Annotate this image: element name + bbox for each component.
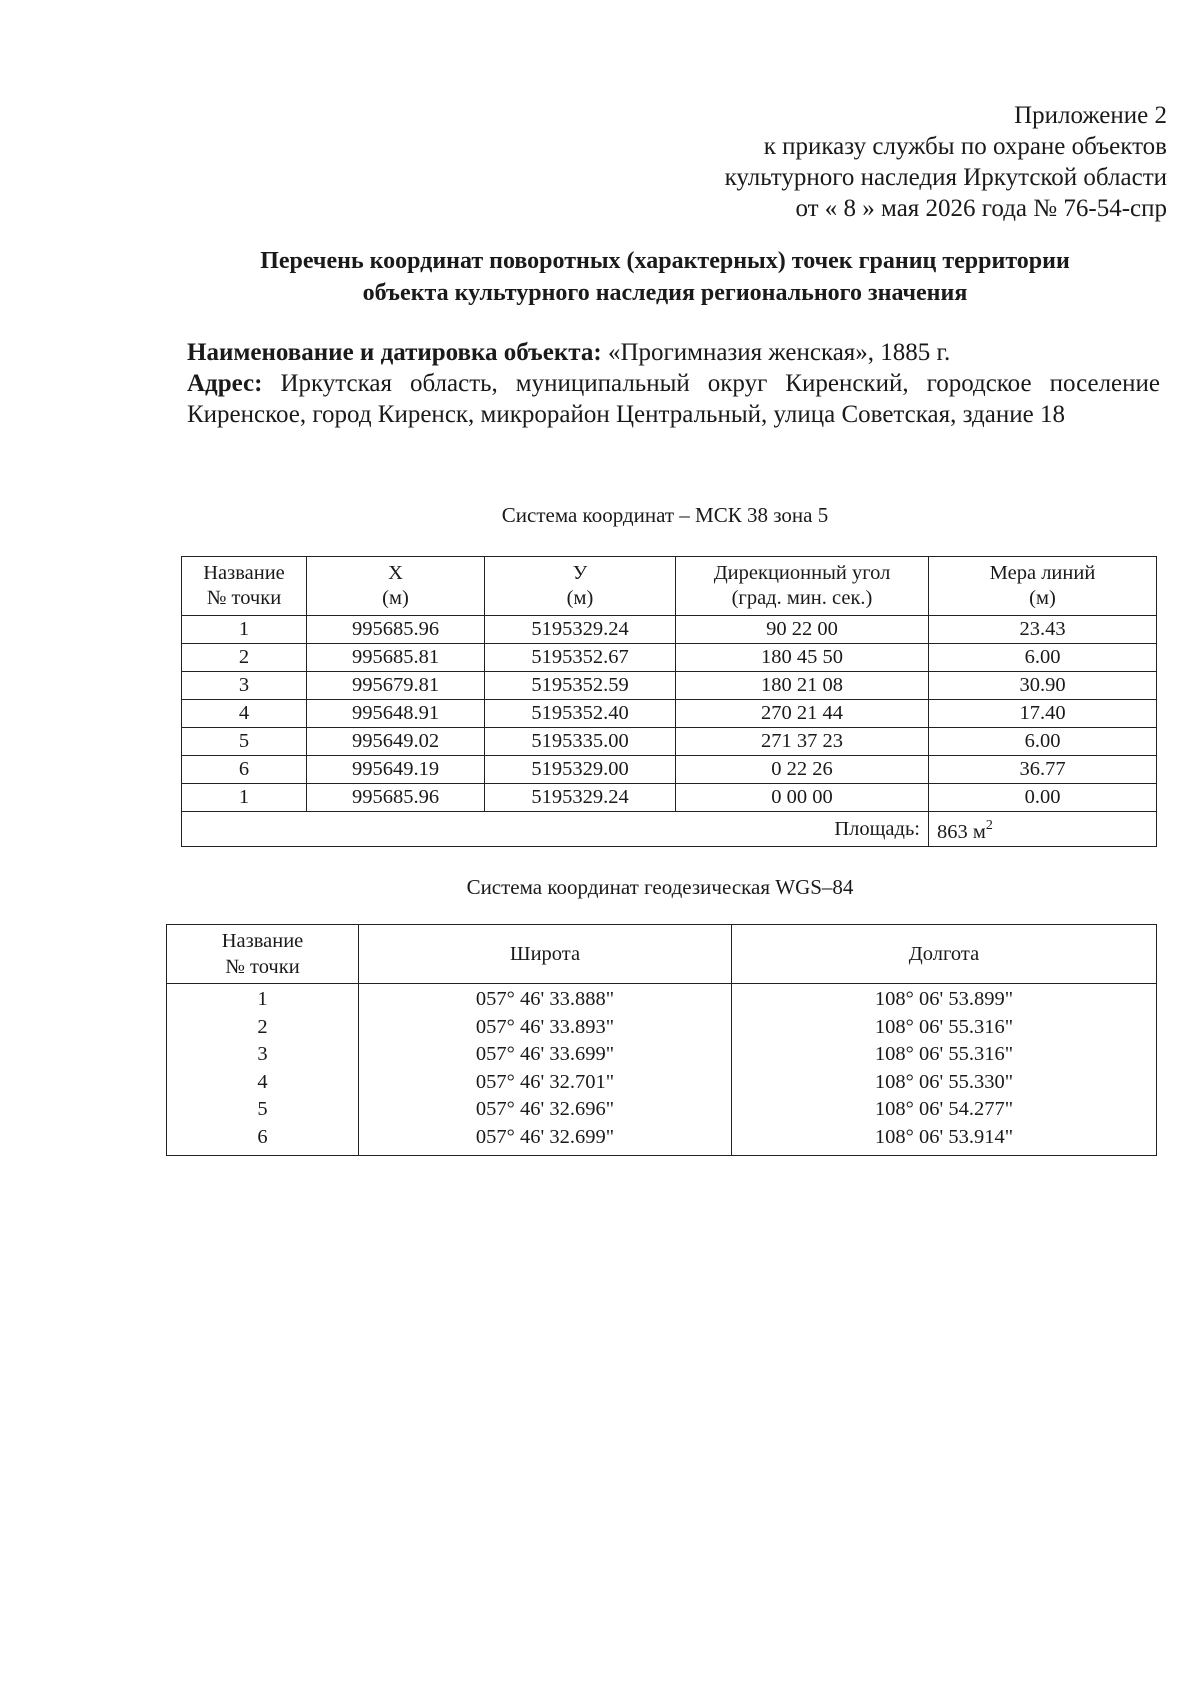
msk-cell-y: 5195352.59: [485, 672, 676, 700]
wgs-cell-lat: 057° 46' 33.888": [359, 984, 732, 1014]
msk-header-x: [307, 557, 485, 616]
msk-cell-length: 36.77: [929, 756, 1157, 784]
msk-header-row: [182, 557, 1157, 616]
msk-cell-y: 5195329.24: [485, 616, 676, 644]
wgs-caption: Система координат геодезическая WGS–84: [466, 875, 854, 899]
msk-header-length-line-1: Мера линий: [989, 562, 1096, 584]
object-address-line: [187, 368, 1160, 430]
wgs-cell-lat: 057° 46' 33.893": [359, 1014, 732, 1042]
msk-header-length: [929, 557, 1157, 616]
msk-area-label: Площадь:: [182, 812, 929, 847]
wgs-cell-point: 6: [167, 1124, 359, 1156]
wgs-cell-point: 4: [167, 1069, 359, 1097]
msk-cell-point: 5: [182, 728, 307, 756]
object-info: [187, 337, 1160, 430]
wgs-cell-lat: 057° 46' 32.701": [359, 1069, 732, 1097]
msk-cell-length: 6.00: [929, 644, 1157, 672]
wgs-cell-lon: 108° 06' 53.899": [732, 984, 1157, 1014]
wgs-header-point: [167, 925, 359, 984]
msk-header-y-line-2: (м): [566, 587, 594, 609]
table-row: [182, 728, 1157, 756]
msk-cell-y: 5195352.67: [485, 644, 676, 672]
msk-cell-point: 1: [182, 784, 307, 812]
msk-area-value: [929, 812, 1157, 847]
object-name-line: [187, 337, 1160, 368]
appendix-line-4: от « 8 » мая 2026 года № 76-54-спр: [795, 195, 1167, 222]
object-address-label: Адрес:: [187, 370, 263, 397]
msk-caption: Система координат – МСК 38 зона 5: [501, 503, 829, 527]
msk-cell-angle: 90 22 00: [676, 616, 929, 644]
table-row: [182, 616, 1157, 644]
table-row: [167, 1014, 1157, 1042]
wgs-header-point-line-1: Название: [221, 930, 304, 952]
table-row: [182, 784, 1157, 812]
table-row: [182, 644, 1157, 672]
msk-cell-point: 2: [182, 644, 307, 672]
wgs-cell-lon: 108° 06' 53.914": [732, 1124, 1157, 1156]
msk-header-point-line-1: Название: [203, 562, 285, 584]
table-row: [167, 1096, 1157, 1124]
wgs-cell-lat: 057° 46' 32.699": [359, 1124, 732, 1156]
msk-cell-y: 5195329.00: [485, 756, 676, 784]
table-row: [182, 672, 1157, 700]
msk-cell-angle: 180 45 50: [676, 644, 929, 672]
wgs-header-lat: Широта: [359, 925, 732, 984]
appendix-line-1: Приложение 2: [1014, 102, 1167, 129]
msk-cell-x: 995649.02: [307, 728, 485, 756]
msk-cell-angle: 0 00 00: [676, 784, 929, 812]
msk-header-length-line-2: (м): [1029, 587, 1056, 609]
msk-cell-angle: 0 22 26: [676, 756, 929, 784]
table-row: [182, 700, 1157, 728]
msk-coordinates-table: [181, 556, 1157, 847]
msk-area-row: [182, 812, 1157, 847]
msk-cell-x: 995685.96: [307, 616, 485, 644]
msk-header-point-line-2: № точки: [206, 587, 282, 609]
wgs-cell-point: 3: [167, 1041, 359, 1069]
msk-cell-x: 995685.96: [307, 784, 485, 812]
object-name-value: «Прогимназия женская», 1885 г.: [607, 339, 951, 366]
document-title-line-2: объекта культурного наследия регионального значения: [362, 280, 968, 306]
msk-cell-x: 995648.91: [307, 700, 485, 728]
appendix-line-2: к приказу службы по охране объектов: [763, 133, 1167, 160]
msk-cell-point: 6: [182, 756, 307, 784]
table-row: [182, 756, 1157, 784]
table-row: [167, 984, 1157, 1014]
appendix-line-3: культурного наследия Иркутской области: [724, 164, 1167, 191]
msk-cell-point: 4: [182, 700, 307, 728]
msk-header-angle-line-1: Дирекционный угол: [713, 562, 891, 584]
table-row: [167, 1124, 1157, 1156]
msk-cell-point: 1: [182, 616, 307, 644]
msk-header-x-line-1: X: [388, 562, 403, 584]
msk-cell-y: 5195352.40: [485, 700, 676, 728]
msk-header-angle-line-2: (град. мин. сек.): [731, 587, 873, 609]
msk-cell-length: 0.00: [929, 784, 1157, 812]
msk-cell-angle: 180 21 08: [676, 672, 929, 700]
wgs-cell-lon: 108° 06' 55.316": [732, 1014, 1157, 1042]
msk-cell-y: 5195329.24: [485, 784, 676, 812]
wgs-cell-point: 2: [167, 1014, 359, 1042]
msk-cell-angle: 271 37 23: [676, 728, 929, 756]
msk-header-point: [182, 557, 307, 616]
appendix-header: [725, 100, 1167, 224]
msk-cell-x: 995685.81: [307, 644, 485, 672]
msk-cell-length: 30.90: [929, 672, 1157, 700]
wgs-cell-point: 1: [167, 984, 359, 1014]
msk-header-angle: [676, 557, 929, 616]
msk-cell-length: 6.00: [929, 728, 1157, 756]
document-title-line-1: Перечень координат поворотных (характерных) точек границ территории: [260, 248, 1070, 274]
wgs-header-point-line-2: № точки: [225, 956, 300, 978]
document-title: [170, 245, 1160, 309]
msk-header-x-line-2: (м): [382, 587, 409, 609]
wgs-header-lon: Долгота: [732, 925, 1157, 984]
msk-cell-length: 23.43: [929, 616, 1157, 644]
wgs-cell-lat: 057° 46' 32.696": [359, 1096, 732, 1124]
msk-cell-point: 3: [182, 672, 307, 700]
msk-cell-x: 995649.19: [307, 756, 485, 784]
msk-header-y-line-1: У: [572, 562, 588, 584]
msk-header-y: [485, 557, 676, 616]
wgs-cell-lon: 108° 06' 55.330": [732, 1069, 1157, 1097]
msk-area-number: 863 м: [937, 821, 986, 843]
msk-cell-length: 17.40: [929, 700, 1157, 728]
msk-cell-angle: 270 21 44: [676, 700, 929, 728]
table-row: [167, 1041, 1157, 1069]
wgs-coordinates-table: [166, 924, 1157, 1156]
wgs-cell-point: 5: [167, 1096, 359, 1124]
msk-cell-y: 5195335.00: [485, 728, 676, 756]
msk-area-unit-power: 2: [985, 818, 993, 833]
msk-cell-x: 995679.81: [307, 672, 485, 700]
table-row: [167, 1069, 1157, 1097]
object-address-value: Иркутская область, муниципальный округ Киренский, городское поселение Киренское, город Киренск, микрорайон Центральный, улица Советская, здание 18: [187, 370, 1161, 428]
wgs-cell-lat: 057° 46' 33.699": [359, 1041, 732, 1069]
wgs-header-row: [167, 925, 1157, 984]
wgs-cell-lon: 108° 06' 55.316": [732, 1041, 1157, 1069]
wgs-cell-lon: 108° 06' 54.277": [732, 1096, 1157, 1124]
object-name-label: Наименование и датировка объекта:: [187, 339, 602, 366]
